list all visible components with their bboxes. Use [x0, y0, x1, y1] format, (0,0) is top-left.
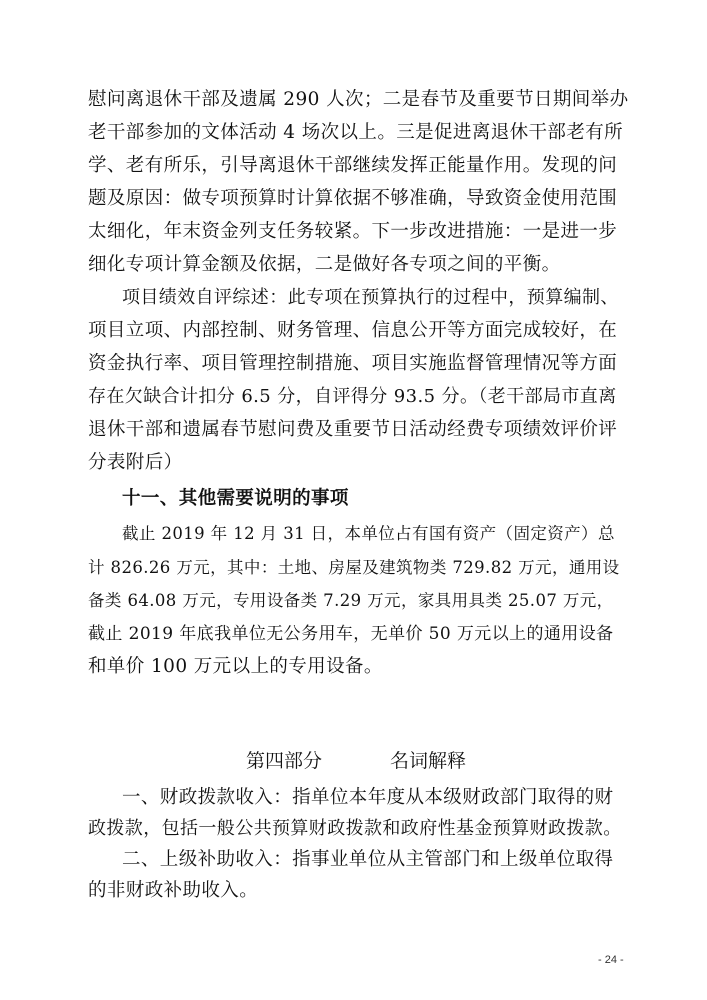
text-line: 老干部参加的文体活动 4 场次以上。三是促进离退休干部老有所: [88, 122, 624, 143]
text-line: 截止 2019 年 12 月 31 日，本单位占有国有资产（固定资产）总: [122, 524, 615, 543]
text-line: 慰问离退休干部及遗属 290 人次；二是春节及重要节日期间举办: [88, 89, 629, 110]
text-line: 细化专项计算金额及依据，二是做好各专项之间的平衡。: [88, 254, 561, 275]
text-line: 太细化，年末资金列支任务较紧。下一步改进措施：一是进一步: [88, 221, 618, 242]
part-title: [0, 746, 707, 772]
text-line: 项目绩效自评综述：此专项在预算执行的过程中，预算编制、: [122, 287, 619, 308]
text-line: 二、上级补助收入：指事业单位从主管部门和上级单位取得: [122, 849, 614, 870]
part-label: 第四部分: [246, 750, 323, 772]
text-line: 和单价 100 万元以上的专用设备。: [88, 656, 383, 677]
page-number: - 24 -: [598, 954, 624, 966]
text-line: 题及原因：做专项预算时计算依据不够准确，导致资金使用范围: [88, 188, 618, 209]
part-heading: 名词解释: [390, 750, 467, 772]
text-line: 存在欠缺合计扣分 6.5 分，自评得分 93.5 分。（老干部局市直离: [88, 386, 617, 407]
text-line: 截止 2019 年底我单位无公务用车，无单价 50 万元以上的通用设备: [88, 624, 614, 644]
section-heading: 十一、其他需要说明的事项: [122, 488, 349, 509]
text-line: 退休干部和遗属春节慰问费及重要节日活动经费专项绩效评价评: [88, 419, 618, 440]
text-line: 的非财政补助收入。: [88, 880, 259, 901]
text-line: 政拨款，包括一般公共预算财政拨款和政府性基金预算财政拨款。: [88, 818, 622, 839]
text-line: 学、老有所乐，引导离退休干部继续发挥正能量作用。发现的问: [88, 155, 618, 176]
text-line: 资金执行率、项目管理控制措施、项目实施监督管理情况等方面: [88, 353, 618, 374]
text-line: 一、财政拨款收入：指单位本年度从本级财政部门取得的财: [122, 787, 614, 808]
text-line: 计 826.26 万元，其中：土地、房屋及建筑物类 729.82 万元，通用设: [88, 558, 620, 577]
text-line: 备类 64.08 万元，专用设备类 7.29 万元，家具用具类 25.07 万元，: [88, 591, 614, 610]
text-line: 项目立项、内部控制、财务管理、信息公开等方面完成较好，在: [88, 320, 618, 341]
text-line: 分表附后）: [88, 452, 183, 473]
